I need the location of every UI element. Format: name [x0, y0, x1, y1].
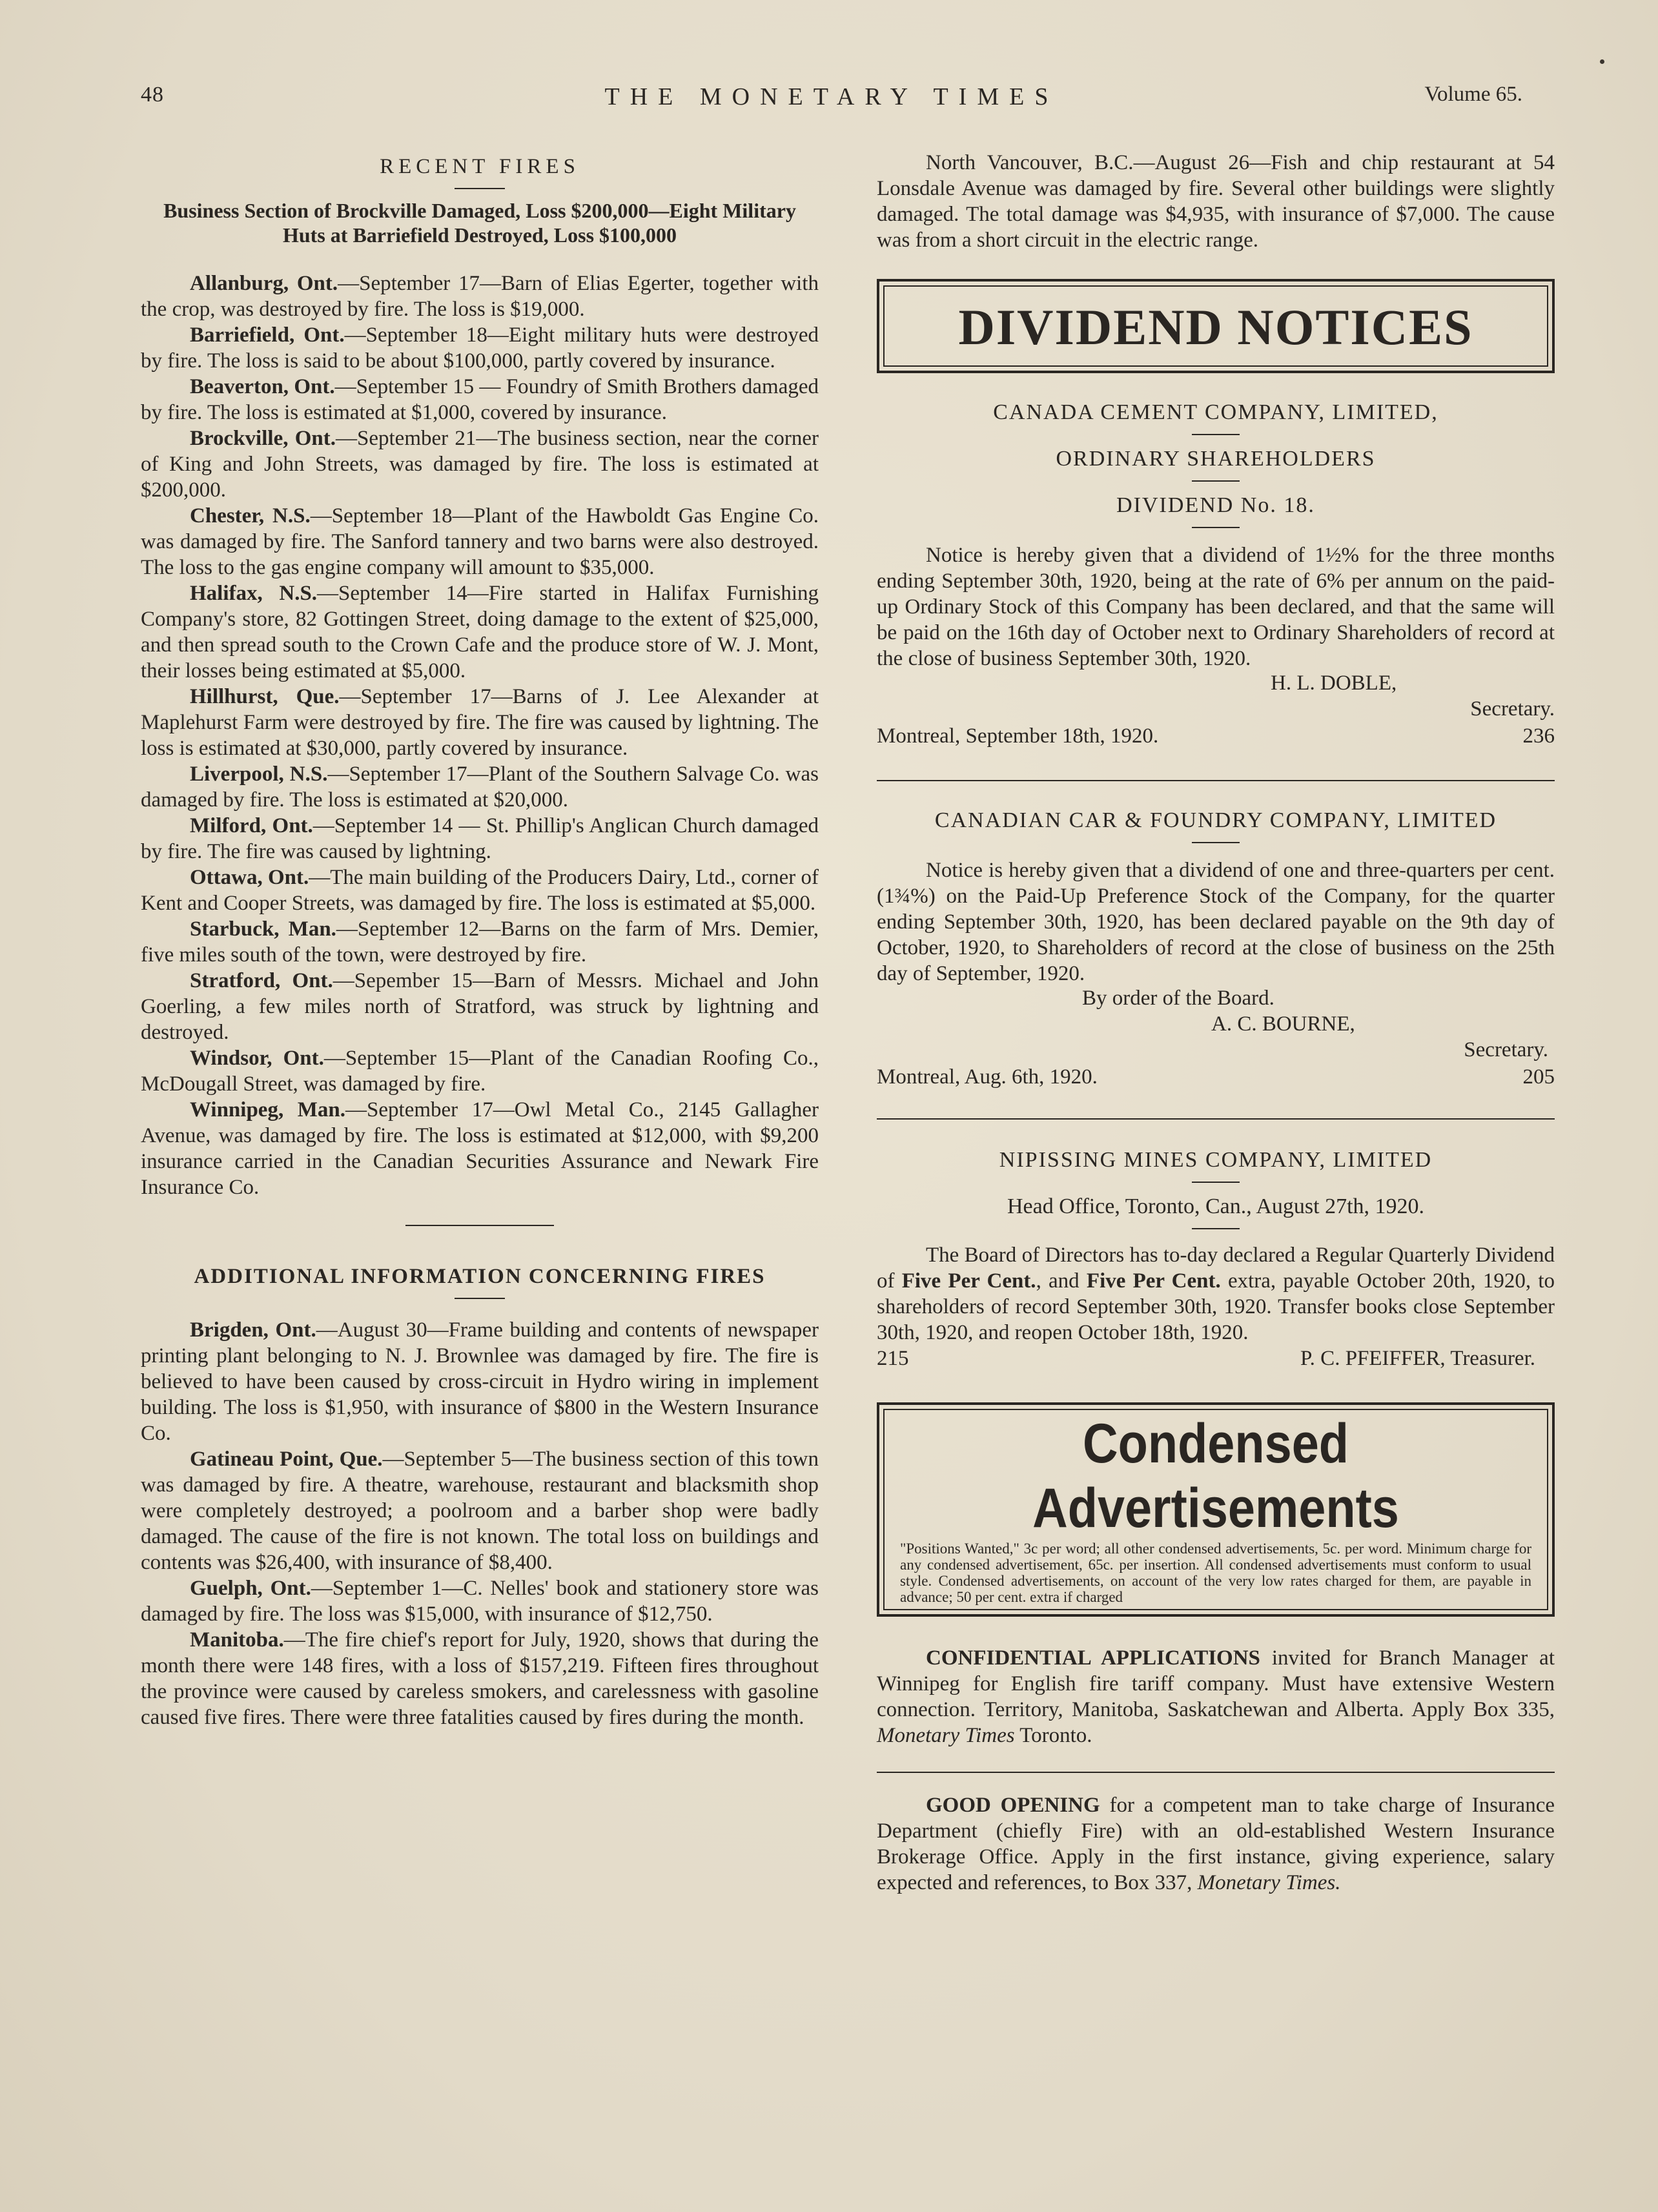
- notice-divider: [877, 1118, 1555, 1120]
- entry-place: Chester, N.S.: [190, 504, 311, 527]
- print-speck: [1600, 59, 1604, 64]
- notice-class: ORDINARY SHAREHOLDERS: [1056, 447, 1376, 471]
- notice-rate: Five Per Cent.: [901, 1269, 1036, 1293]
- fire-entry: [141, 865, 819, 916]
- fire-entry: [141, 322, 819, 374]
- dividend-notices-banner: [877, 279, 1555, 373]
- additional-info-list: [141, 1317, 819, 1730]
- entry-text: —August 30—Frame building and contents of newspaper printing plant belonging to N. J. Brownlee was damaged by fire. The fire is believed to have been caused by cross-circuit in Hydro wiring in implement building. The loss is $1,950, with insurance of $800 in the Western Insurance Co.: [141, 1318, 819, 1445]
- notice-body-start: The Board of Directors has to-day declared a Regular Quarterly Dividend of: [877, 1244, 1555, 1293]
- notice-order-row: [877, 987, 1555, 1012]
- entry-place: Ottawa, Ont.: [190, 866, 309, 889]
- notice-rule: [1192, 1182, 1240, 1183]
- notice-title-row: [877, 697, 1555, 723]
- entry-place: Hillhurst, Que.: [190, 685, 340, 708]
- condensed-ads-title: Condensed Advertisements: [1032, 1413, 1399, 1539]
- additional-info-heading: ADDITIONAL INFORMATION CONCERNING FIRES: [194, 1265, 766, 1288]
- notice-rule: [1192, 842, 1240, 843]
- fire-entry: [141, 374, 819, 425]
- condensed-ads-rates: "Positions Wanted," 3c per word; all other condensed advertisements, 5c. per word. Minimum charge for any condensed advertisement, 65c. per insertion. All condensed advertisements must conform to usual style. Condensed advertisements, on account of the very low rates charged for them, are payable in advance; 50 per cent. extra if charged: [900, 1541, 1531, 1605]
- notice-company: CANADA CEMENT COMPANY, LIMITED,: [993, 400, 1438, 424]
- fire-entry: [141, 761, 819, 813]
- notice-signatory: H. L. DOBLE,: [1271, 671, 1397, 695]
- notice-body: [877, 1242, 1555, 1346]
- volume-label: Volume 65.: [1424, 83, 1522, 106]
- entry-place: Brockville, Ont.: [190, 427, 336, 450]
- ad-text: for a competent man to take charge of Insurance Department (chiefly Fire) with an old-established Western Insurance Brokerage Office. Apply in the first instance, giving experience, salary expected and references, to Box 337,: [877, 1794, 1555, 1894]
- entry-place: Windsor, Ont.: [190, 1047, 324, 1070]
- notice-place-date: Montreal, September 18th, 1920.: [877, 724, 1159, 748]
- notice-company: CANADIAN CAR & FOUNDRY COMPANY, LIMITED: [934, 808, 1497, 832]
- ad-lead: CONFIDENTIAL APPLICATIONS: [926, 1646, 1260, 1670]
- notice-body: Notice is hereby given that a dividend of 1½% for the three months ending September 30th, 1920, being at the rate of 6% per annum on the paid-up Ordinary Stock of this Company has been declared, and that the same will be paid on the 16th day of October next to Ordinary Shareholders of record at the close of business September 30th, 1920.: [877, 544, 1555, 670]
- notice-rule: [1192, 480, 1240, 482]
- fire-entry: [141, 1097, 819, 1200]
- notice-signatory-title: Secretary.: [1464, 1038, 1548, 1061]
- entry-text: —September 17—Barn of Elias Egerter, together with the crop, was destroyed by fire. The loss is $19,000.: [141, 272, 819, 321]
- entry-place: Allanburg, Ont.: [190, 272, 338, 295]
- notice-footer: [877, 723, 1555, 749]
- dividend-notices-title: DIVIDEND NOTICES: [958, 299, 1473, 355]
- classified-ad: [877, 1645, 1555, 1748]
- entry-text: —September 15 — Foundry of Smith Brothers damaged by fire. The loss is estimated at $1,000, covered by insurance.: [141, 375, 819, 424]
- fire-entry: [141, 425, 819, 503]
- fire-entry: [141, 1446, 819, 1575]
- entry-text: —The main building of the Producers Dairy, Ltd., corner of Kent and Cooper Streets, was damaged by fire. The loss is estimated at $5,000.: [141, 866, 819, 915]
- entry-text: —September 21—The business section, near the corner of King and John Streets, was damaged by fire. The loss is estimated at $200,000.: [141, 427, 819, 502]
- entry-place: Gatineau Point, Que.: [190, 1448, 383, 1471]
- notice-company: NIPISSING MINES COMPANY, LIMITED: [999, 1148, 1433, 1172]
- heading-rule: [455, 1298, 505, 1299]
- recent-fires-subheading: Business Section of Brockville Damaged, Loss $200,000—Eight Military Huts at Barriefield Destroyed, Loss $100,000: [163, 199, 796, 247]
- fire-entry: [141, 684, 819, 761]
- entry-text: —September 18—Eight military huts were destroyed by fire. The loss is said to be about $100,000, partly covered by insurance.: [141, 323, 819, 373]
- left-column: [141, 147, 819, 1730]
- entry-text: —September 17—Owl Metal Co., 2145 Gallagher Avenue, was damaged by fire. The loss is estimated at $12,000, with $9,200 insurance carried in the Canadian Securities Assurance and Newark Fire Insurance Co.: [141, 1098, 819, 1199]
- ad-tail: Toronto.: [1014, 1724, 1092, 1747]
- recent-fires-heading: RECENT FIRES: [380, 155, 580, 178]
- entry-text: —September 5—The business section of this town was damaged by fire. A theatre, warehouse, restaurant and blacksmith shop were completely destroyed; a poolroom and a barber shop were badly damaged. The cause of the fire is not known. The total loss on buildings and contents was $26,400, with insurance of $8,400.: [141, 1448, 819, 1574]
- entry-place: Milford, Ont.: [190, 814, 313, 837]
- notice-order: By order of the Board.: [1082, 987, 1274, 1010]
- fire-entry: [141, 1575, 819, 1627]
- notice-signatory: P. C. PFEIFFER, Treasurer.: [1300, 1347, 1535, 1370]
- notice-office: Head Office, Toronto, Can., August 27th, 1920.: [1007, 1194, 1425, 1218]
- notice-extra-rate: Five Per Cent.: [1086, 1269, 1221, 1293]
- entry-text: —September 17—Barns of J. Lee Alexander at Maplehurst Farm were destroyed by fire. The fire was caused by lightning. The loss is estimated at $30,000, partly covered by insurance.: [141, 685, 819, 760]
- page-number: 48: [141, 83, 164, 107]
- right-column: [877, 150, 1555, 1896]
- notice-signatory: A. C. BOURNE,: [1211, 1012, 1355, 1036]
- north-vancouver-entry: [877, 150, 1555, 253]
- ad-publication: Monetary Times.: [1197, 1871, 1341, 1894]
- notice-footer: [877, 1346, 1555, 1371]
- notice-rule: [1192, 1228, 1240, 1229]
- recent-fires-list: [141, 271, 819, 1200]
- entry-text: —The fire chief's report for July, 1920, shows that during the month there were 148 fires, with a loss of $157,219. Fifteen fires throughout the province were caused by careless smokers, and carelessness with gasoline caused five fires. There were three fatalities caused by fires during the month.: [141, 1628, 819, 1729]
- publication-title: THE MONETARY TIMES: [604, 83, 1059, 110]
- entry-text: —August 26—Fish and chip restaurant at 54 Lonsdale Avenue was damaged by fire. Several other buildings were slightly damaged. The total damage was $4,935, with insurance of $7,000. The cause was from a short circuit in the electric range.: [877, 151, 1555, 252]
- fire-entry: [141, 968, 819, 1045]
- notice-body-mid: , and: [1036, 1269, 1087, 1293]
- notice-title-row: [877, 1038, 1555, 1064]
- entry-place: North Vancouver, B.C.: [926, 151, 1134, 174]
- notice-signature-row: [877, 1012, 1555, 1038]
- notice-rule: [1192, 434, 1240, 435]
- classified-ad: [877, 1792, 1555, 1896]
- notice-body: Notice is hereby given that a dividend of one and three-quarters per cent. (1¾%) on the Paid-Up Preference Stock of the Company, for the quarter ending September 30th, 1920, has been declared payable on the 9th day of October, 1920, to Shareholders of record at the close of business on the 25th day of September, 1920.: [877, 859, 1555, 985]
- fire-entry: [141, 1045, 819, 1097]
- entry-place: Beaverton, Ont.: [190, 375, 335, 398]
- entry-place: Brigden, Ont.: [190, 1318, 316, 1342]
- fire-entry: [141, 1317, 819, 1446]
- entry-text: —September 12—Barns on the farm of Mrs. Demier, five miles south of the town, were destroyed by fire.: [141, 917, 819, 967]
- fire-entry: [141, 813, 819, 865]
- entry-place: Manitoba.: [190, 1628, 284, 1652]
- entry-text: —September 14—Fire started in Halifax Furnishing Company's store, 82 Gottingen Street, doing damage to the extent of $25,000, and then spread south to the Crown Cafe and the produce store of W. J. Mont, their losses being estimated at $5,000.: [141, 582, 819, 682]
- entry-text: —September 1—C. Nelles' book and stationery store was damaged by fire. The loss was $15,000, with insurance of $12,750.: [141, 1577, 819, 1626]
- notice-footer: [877, 1064, 1555, 1090]
- ad-text: invited for Branch Manager at Winnipeg for English fire tariff company. Must have extensive Western connection. Territory, Manitoba, Saskatchewan and Alberta. Apply Box 335,: [877, 1646, 1555, 1721]
- ad-publication: Monetary Times: [877, 1724, 1015, 1747]
- fire-entry: [141, 916, 819, 968]
- ad-lead: GOOD OPENING: [926, 1794, 1100, 1817]
- fire-entry: [141, 1627, 819, 1730]
- notice-rule: [1192, 527, 1240, 528]
- running-head: [141, 83, 1522, 115]
- notice-place-date: Montreal, Aug. 6th, 1920.: [877, 1065, 1098, 1089]
- entry-text: —September 17—Plant of the Southern Salvage Co. was damaged by fire. The loss is estimated at $20,000.: [141, 763, 819, 812]
- notice-divider: [877, 780, 1555, 781]
- notice-ref: 215: [877, 1347, 909, 1370]
- notice-dividend-number: DIVIDEND No. 18.: [1116, 493, 1315, 517]
- section-divider: [405, 1225, 554, 1226]
- fire-entry: [141, 271, 819, 322]
- condensed-ads-box: [877, 1402, 1555, 1617]
- entry-place: Winnipeg, Man.: [190, 1098, 346, 1121]
- notice-canada-cement: [877, 400, 1555, 749]
- entry-place: Halifax, N.S.: [190, 582, 318, 605]
- entry-place: Barriefield, Ont.: [190, 323, 345, 347]
- notice-nipissing: [877, 1148, 1555, 1371]
- fire-entry: [877, 150, 1555, 253]
- entry-place: Liverpool, N.S.: [190, 763, 328, 786]
- entry-place: Starbuck, Man.: [190, 917, 336, 941]
- entry-text: —September 15—Plant of the Canadian Roofing Co., McDougall Street, was damaged by fire.: [141, 1047, 819, 1096]
- notice-ref: 205: [1522, 1065, 1555, 1089]
- notice-ref: 236: [1522, 724, 1555, 748]
- entry-place: Guelph, Ont.: [190, 1577, 311, 1600]
- heading-rule: [455, 188, 505, 189]
- fire-entry: [141, 503, 819, 580]
- notice-signatory-title: Secretary.: [1470, 697, 1555, 721]
- notice-signature-row: [877, 671, 1555, 697]
- ad-divider: [877, 1772, 1555, 1773]
- entry-text: —Sepember 15—Barn of Messrs. Michael and John Goerling, a few miles north of Stratford, was struck by lightning and destroyed.: [141, 969, 819, 1044]
- entry-place: Stratford, Ont.: [190, 969, 333, 992]
- notice-canadian-car: [877, 808, 1555, 1090]
- entry-text: —September 18—Plant of the Hawboldt Gas Engine Co. was damaged by fire. The Sanford tannery and two barns were also destroyed. The loss to the gas engine company will amount to $35,000.: [141, 504, 819, 579]
- entry-text: —September 14 — St. Phillip's Anglican Church damaged by fire. The fire was caused by lightning.: [141, 814, 819, 863]
- fire-entry: [141, 580, 819, 684]
- notice-body-end: extra, payable October 20th, 1920, to shareholders of record September 30th, 1920. Transfer books close September 30th, 1920, and reopen October 18th, 1920.: [877, 1269, 1555, 1344]
